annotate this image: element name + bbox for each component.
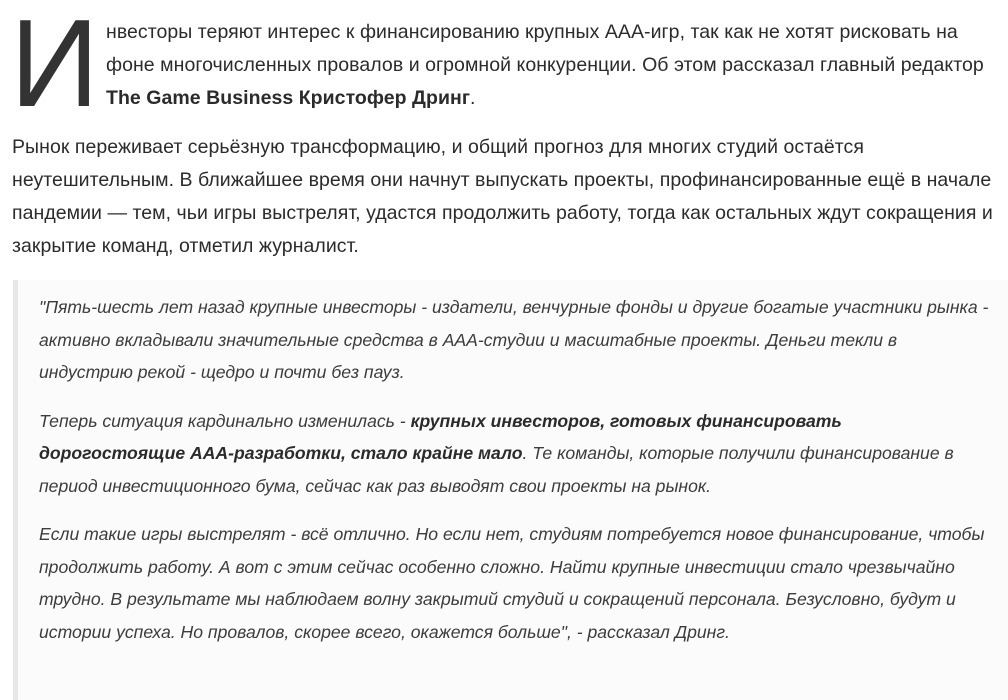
lead-text: нвесторы теряют интерес к финансированию крупных AAA-игр, так как не хотят рисковать на фоне многочисленных провалов и огромной конкуренции. Об этом рассказал главный редактор	[106, 21, 984, 76]
body-paragraph: Рынок переживает серьёзную трансформацию, и общий прогноз для многих студий остаётся неутешительным. В ближайшее время они начнут выпускать проекты, профинансированные ещё в начале пандемии — тем, чьи игры выстрелят, удастся продолжить работу, тогда как остальных ждут сокращения и закрытие команд, отметил журналист.	[12, 136, 993, 257]
quote-block	[13, 280, 1008, 700]
quote-paragraph-3: Если такие игры выстрелят - всё отлично. Но если нет, студиям потребуется новое финансирование, чтобы продолжить работу. А вот с этим сейчас особенно сложно. Найти крупные инвестиции стало чрезвычайно трудно. В результате мы наблюдаем волну закрытий студий и сокращений персонала. Безусловно, будут и истории успеха. Но провалов, скорее всего, окажется больше", - рассказал Дринг.	[39, 524, 985, 642]
lead-paragraph	[10, 0, 1008, 133]
quote-paragraph-1: "Пять-шесть лет назад крупные инвесторы - издатели, венчурные фонды и другие богатые участники рынка - активно вкладывали значительные средства в AAA-студии и масштабные проекты. Деньги текли в индустрию рекой - щедро и почти без пауз.	[39, 297, 989, 382]
lead-text-end: .	[470, 87, 476, 109]
quote-p2-text: Теперь ситуация кардинально изменилась -	[39, 410, 411, 431]
quote-paragraph-2	[39, 405, 992, 503]
drop-cap-letter: И	[10, 0, 100, 133]
quote-p2-highlight: крупных инвесторов, готовых финансировать дорогостоящие AAA-разработки, стало крайне мало	[39, 410, 842, 463]
editor-name: The Game Business Кристофер Дринг	[106, 87, 470, 109]
quote-p2-text-end: . Те команды, которые получили финансирование в период инвестиционного бума, сейчас как раз выводят свои проекты на рынок.	[39, 443, 954, 496]
